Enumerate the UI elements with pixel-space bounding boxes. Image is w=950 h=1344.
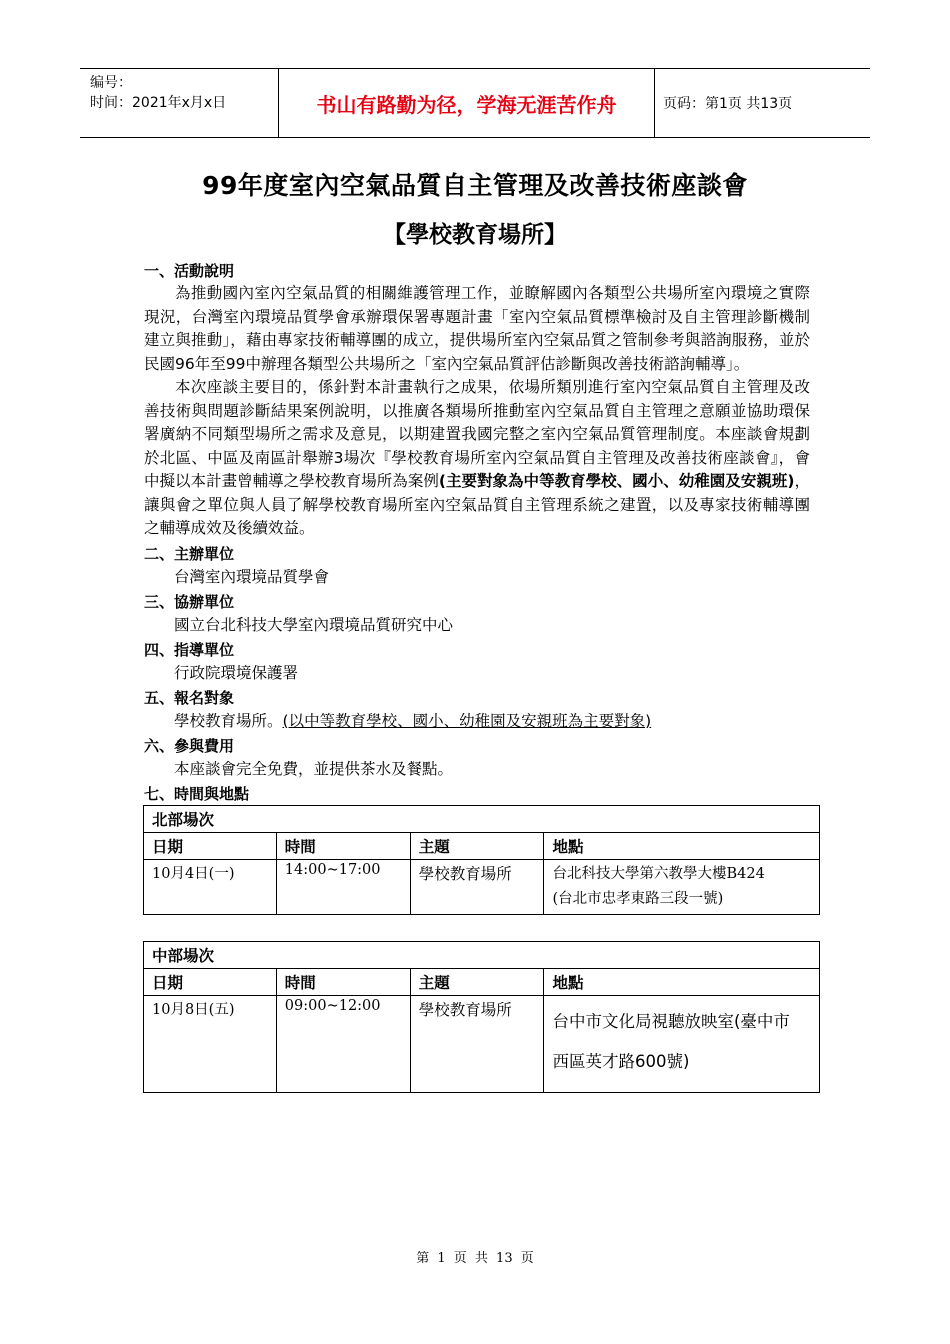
number-label: 编号： — [90, 75, 132, 91]
section-heading: 一、活動說明 — [144, 262, 235, 280]
cell-time: 09:00~12:00 — [276, 995, 410, 1092]
column-header-topic: 主題 — [410, 832, 544, 859]
table-row — [144, 995, 820, 1092]
column-header-time: 時間 — [276, 968, 410, 995]
document-title: 99年度室內空氣品質自主管理及改善技術座談會 — [202, 171, 748, 200]
paragraph-text: ，讓與會之單位與人員了解學校教育場所室內空氣品質自主管理系統之建置，以及專家技術輔導團之輔導成效及後續效益。 — [144, 472, 810, 537]
section-heading: 四、指導單位 — [144, 640, 235, 659]
cell-date: 10月4日(一) — [144, 859, 277, 914]
place-line: (台北市忠孝東路三段一號) — [552, 890, 724, 907]
paragraph-emphasis: (主要對象為中等教育學校、國小、幼稚園及安親班) — [438, 472, 795, 490]
column-header-date: 日期 — [144, 968, 277, 995]
column-header-date: 日期 — [144, 832, 277, 859]
paragraph — [144, 376, 810, 541]
section-heading: 七、時間與地點 — [144, 784, 250, 803]
page-footer: 第 1 页 共 13 页 — [416, 1251, 534, 1266]
time-label: 时间：2021年x月x日 — [90, 95, 227, 111]
section-text: 本座談會完全免費，並提供茶水及餐點。 — [174, 759, 454, 778]
section-heading: 二、主辦單位 — [144, 544, 235, 563]
paragraph: 為推動國內室內空氣品質的相關維護管理工作，並瞭解國內各類型公共場所室內環境之實際現況，台灣室內環境品質學會承辦環保署專題計畫「室內空氣品質標準檢討及自主管理診斷機制建立與推動」，藉由專家技術輔導團的成立，提供場所室內空氣品質之管制參考與諮詢服務，並於民國96年至99中辦理各類型公共場所之「室內空氣品質評估診斷與改善技術諮詢輔導」。 — [144, 284, 810, 373]
cell-topic: 學校教育場所 — [410, 859, 544, 914]
section-note: (以中等教育學校、國小、幼稚園及安親班為主要對象) — [282, 711, 652, 730]
document-body — [144, 260, 810, 1093]
column-header-place: 地點 — [544, 832, 820, 859]
place-line: 西區英才路600號) — [552, 1051, 690, 1071]
table-caption: 中部場次 — [144, 941, 820, 968]
cell-topic: 學校教育場所 — [410, 995, 544, 1092]
section-text: 國立台北科技大學室內環境品質研究中心 — [174, 615, 454, 634]
cell-time: 14:00~17:00 — [276, 859, 410, 914]
document-subtitle: 【學校教育場所】 — [383, 222, 567, 248]
page-header — [80, 68, 870, 138]
section-text: 台灣室內環境品質學會 — [174, 567, 330, 586]
section-heading: 五、報名對象 — [144, 688, 235, 707]
table-row — [144, 859, 820, 914]
section-heading: 六、參與費用 — [144, 736, 235, 755]
cell-place — [544, 995, 820, 1092]
cell-date: 10月8日(五) — [144, 995, 277, 1092]
section-text-main: 學校教育場所。 — [174, 711, 283, 730]
column-header-place: 地點 — [544, 968, 820, 995]
schedule-table-north — [143, 805, 820, 915]
section-text — [144, 709, 810, 735]
header-page-info: 页码：第1页 共13页 — [663, 96, 793, 112]
section-heading: 三、協辦單位 — [144, 592, 235, 611]
table-caption: 北部場次 — [144, 805, 820, 832]
schedule-table-central — [143, 941, 820, 1093]
place-line: 台北科技大學第六教學大樓B424 — [552, 865, 765, 882]
place-line: 台中市文化局視聽放映室(臺中市 — [552, 1011, 790, 1031]
cell-place — [544, 859, 820, 914]
column-header-topic: 主題 — [410, 968, 544, 995]
column-header-time: 時間 — [276, 832, 410, 859]
section-text: 行政院環境保護署 — [174, 663, 299, 682]
header-motto: 书山有路勤为径，学海无涯苦作舟 — [279, 69, 655, 137]
paragraph-text: 本次座談主要目的，係針對本計畫執行之成果，依場所類別進行室內空氣品質自主管理及改善技術與問題診斷結果案例說明，以推廣各類場所推動室內空氣品質自主管理之意願並協助環保署廣納不同類型場所之需求及意見，以期建置我國完整之室內空氣品質管理制度。本座談會規劃於北區、中區及南區計舉辦3場次『學校教育場所室內空氣品質自主管理及改善技術座談會』，會中擬以本計畫曾輔導之學校教育場所為案例 — [144, 378, 810, 490]
header-meta — [80, 69, 279, 137]
